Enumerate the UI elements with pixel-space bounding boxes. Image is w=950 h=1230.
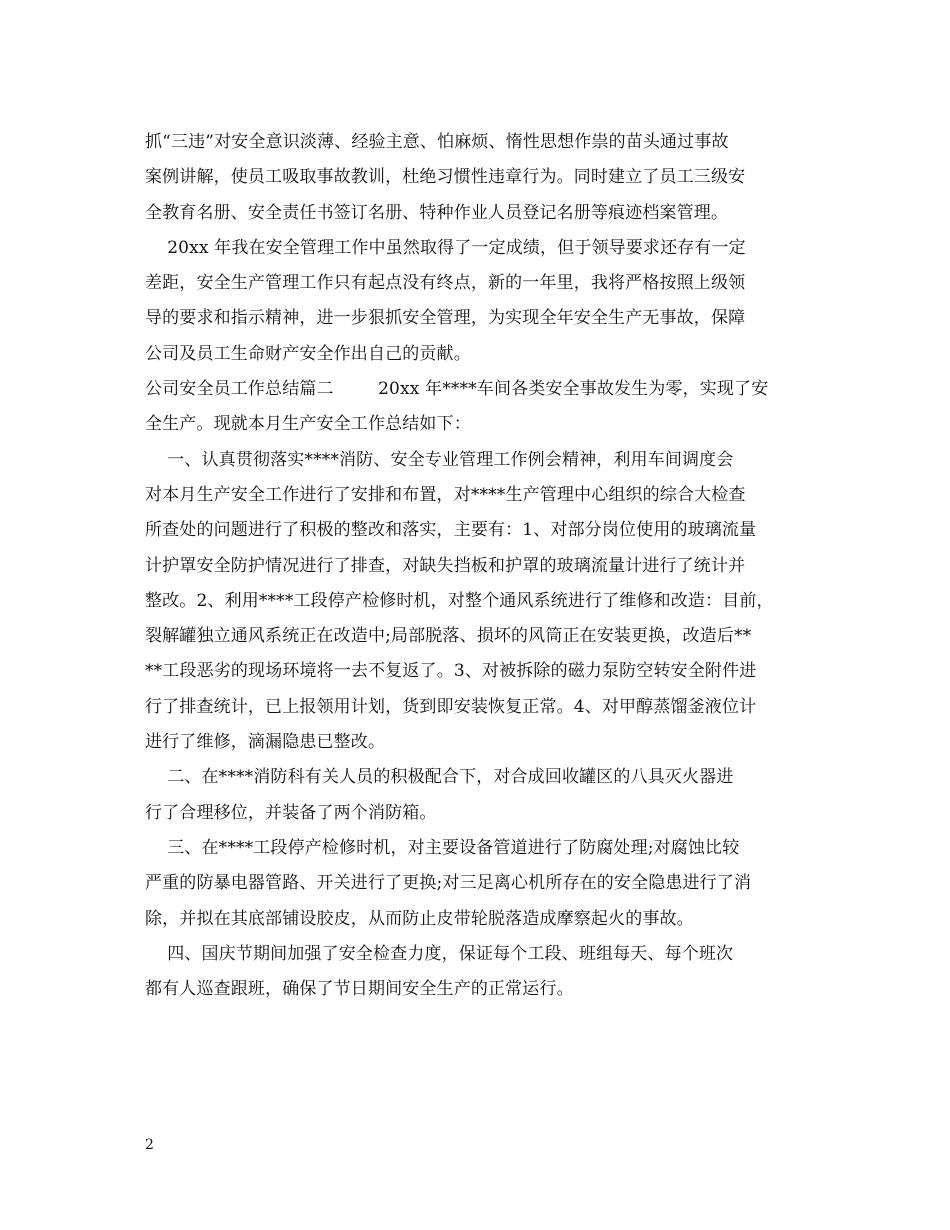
text-line: 行了合理移位，并装备了两个消防箱。 [145, 802, 437, 823]
text-line: 一、认真贯彻落实****消防、安全专业管理工作例会精神，利用车间调度会 [145, 449, 734, 470]
text-line: 案例讲解，使员工吸取事故教训，杜绝习惯性违章行为。同时建立了员工三级安 [145, 167, 746, 188]
text-line: 计护罩安全防护情况进行了排查，对缺失挡板和护罩的玻璃流量计进行了统计并 [145, 555, 746, 576]
text-line: 裂解罐独立通风系统正在改造中;局部脱落、损坏的风筒正在安装更换，改造后** [145, 626, 752, 647]
text-line: 三、在****工段停产检修时机，对主要设备管道进行了防腐处理;对腐蚀比较 [145, 837, 740, 858]
text-line: 除，并拟在其底部铺设胶皮，从而防止皮带轮脱落造成摩察起火的事故。 [145, 908, 694, 929]
text-line: 行了排查统计，已上报领用计划，货到即安装恢复正常。4、对甲醇蒸馏釜液位计 [145, 696, 757, 717]
body-text [145, 125, 810, 1007]
text-line: **工段恶劣的现场环境将一去不复返了。3、对被拆除的磁力泵防空转安全附件进 [145, 661, 757, 682]
text-line: 抓“三违”对安全意识淡薄、经验主意、怕麻烦、惰性思想作祟的苗头通过事故 [145, 132, 729, 152]
text-line: 导的要求和指示精神，进一步狠抓安全管理，为实现全年安全生产无事故，保障 [145, 308, 746, 329]
text-line: 严重的防暴电器管路、开关进行了更换;对三足离心机所存在的安全隐患进行了消 [145, 873, 752, 894]
text-line: 都有人巡查跟班，确保了节日期间安全生产的正常运行。 [145, 979, 574, 1000]
section-heading-line: 公司安全员工作总结篇二 20xx 年****车间各类安全事故发生为零，实现了安 [145, 379, 769, 400]
text-line: 对本月生产安全工作进行了安排和布置，对****生产管理中心组织的综合大检查 [145, 484, 746, 505]
text-line: 四、国庆节期间加强了安全检查力度，保证每个工段、班组每天、每个班次 [145, 943, 734, 964]
text-line: 全教育名册、安全责任书签订名册、特种作业人员登记名册等痕迹档案管理。 [145, 202, 729, 223]
text-line: 20xx 年我在安全管理工作中虽然取得了一定成绩，但于领导要求还存有一定 [145, 237, 746, 258]
text-line: 整改。2、利用****工段停产检修时机，对整个通风系统进行了维修和改造：目前， [145, 590, 774, 611]
text-line: 进行了维修，滴漏隐患已整改。 [145, 732, 386, 753]
text-line: 二、在****消防科有关人员的积极配合下，对合成回收罐区的八具灭火器进 [145, 767, 734, 788]
page-number: 2 [145, 1137, 154, 1153]
text-line: 所查处的问题进行了积极的整改和落实，主要有：1、对部分岗位使用的玻璃流量 [145, 520, 757, 541]
text-line: 全生产。现就本月生产安全工作总结如下： [145, 414, 471, 435]
text-line: 公司及员工生命财产安全作出自己的贡献。 [145, 343, 471, 364]
text-line: 差距，安全生产管理工作只有起点没有终点，新的一年里，我将严格按照上级领 [145, 273, 746, 294]
